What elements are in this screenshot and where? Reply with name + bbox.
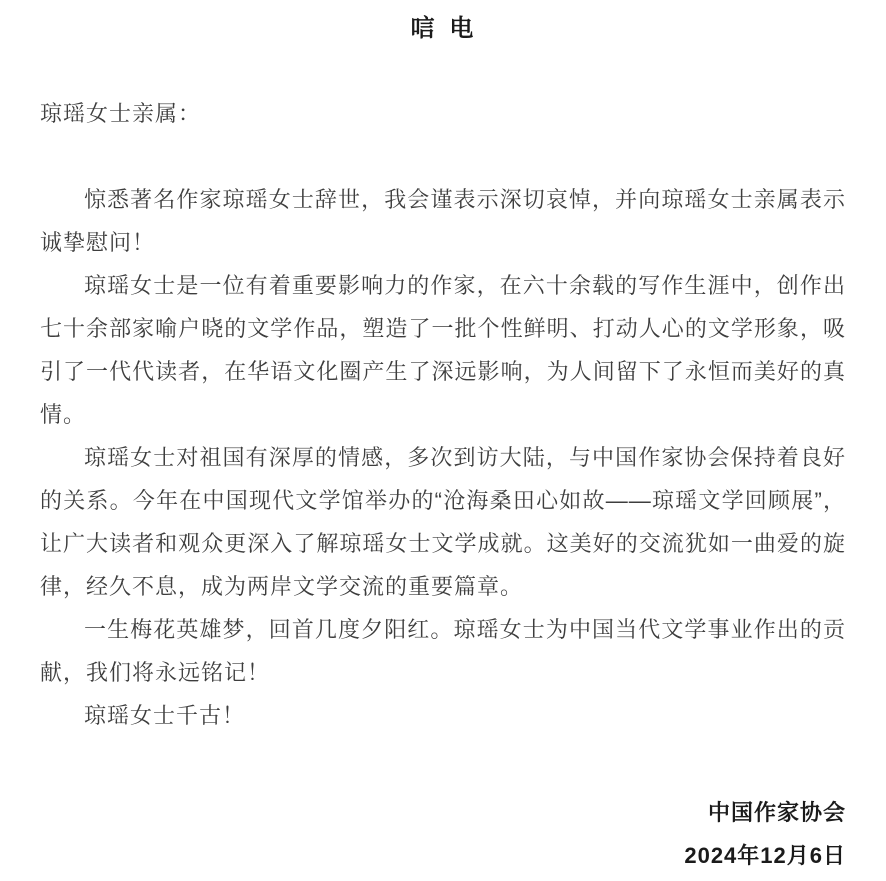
paragraph-tribute: 一生梅花英雄梦，回首几度夕阳红。琼瑶女士为中国当代文学事业作出的贡献，我们将永远铭记！: [40, 617, 846, 685]
signature-date: 2024年12月6日: [684, 843, 846, 868]
letter-title: 唁 电: [410, 15, 476, 42]
paragraph-career: 琼瑶女士是一位有着重要影响力的作家，在六十余载的写作生涯中，创作出七十余部家喻户晓的文学作品，塑造了一批个性鲜明、打动人心的文学形象，吸引了一代代读者，在华语文化圈产生了深远影响，为人间留下了永恒而美好的真情。: [40, 273, 846, 427]
paragraph-homeland: 琼瑶女士对祖国有深厚的情感，多次到访大陆，与中国作家协会保持着良好的关系。今年在中国现代文学馆举办的“沧海桑田心如故——琼瑶文学回顾展”，让广大读者和观众更深入了解琼瑶女士文学成就。这美好的交流犹如一曲爱的旋律，经久不息，成为两岸文学交流的重要篇章。: [40, 445, 846, 599]
paragraph-farewell: 琼瑶女士千古！: [84, 703, 246, 728]
signature-organization: 中国作家协会: [707, 800, 846, 825]
signature-block: [40, 791, 846, 877]
letter-body: [40, 178, 846, 737]
paragraph-condolence: 惊悉著名作家琼瑶女士辞世，我会谨表示深切哀悼，并向琼瑶女士亲属表示诚挚慰问！: [40, 187, 846, 255]
salutation: 琼瑶女士亲属：: [40, 101, 202, 126]
